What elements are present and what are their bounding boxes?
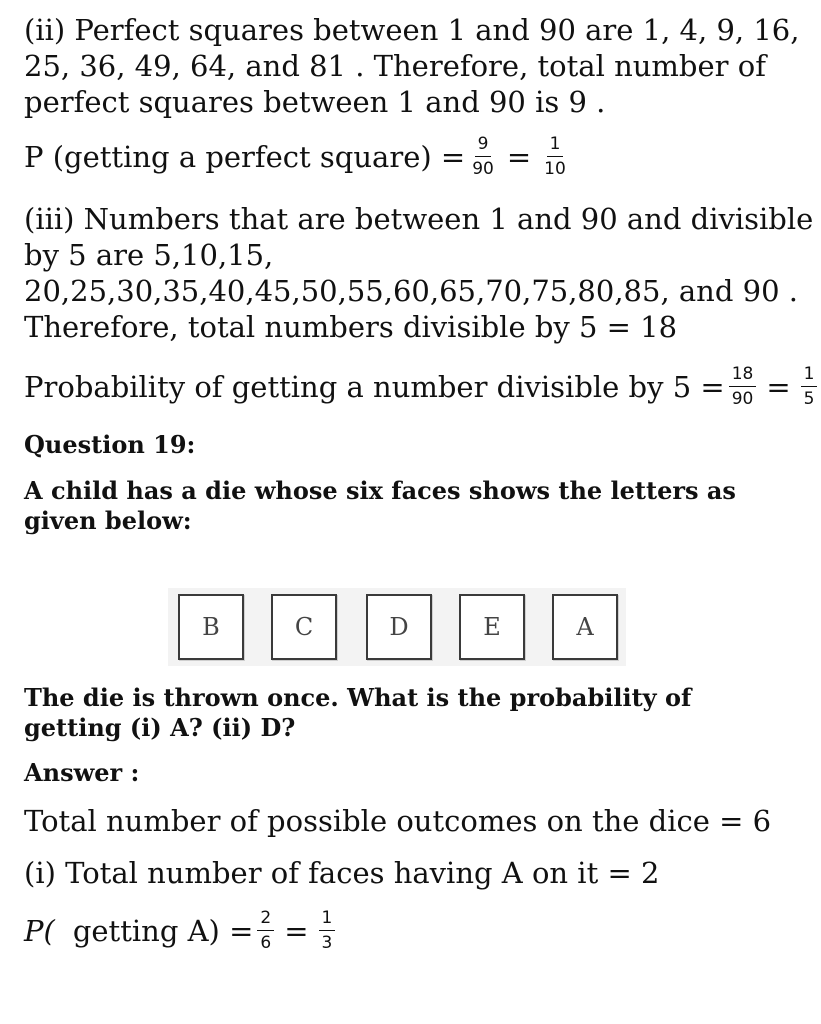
fraction-numerator: 1: [801, 364, 818, 387]
part3-line3: 20,25,30,35,40,45,50,55,60,65,70,75,80,85, and 90 .: [24, 274, 798, 308]
answer-fraction-1: [257, 908, 274, 953]
question-ask-line2: getting (i) A? (ii) D?: [24, 713, 296, 742]
part3-fraction-1: [729, 364, 757, 409]
equals-sign: =: [284, 913, 309, 948]
question-heading: Question 19:: [24, 430, 196, 459]
part2-fraction-1: [469, 134, 497, 179]
fraction-denominator: 6: [260, 933, 272, 953]
part3-line4: Therefore, total numbers divisible by 5 = 18: [24, 310, 678, 344]
part2-fraction-2: [541, 134, 569, 179]
fraction-denominator: 5: [803, 389, 815, 409]
die-face-e: E: [459, 594, 525, 660]
question-text-line1: A child has a die whose six faces shows the letters as: [24, 476, 736, 505]
question-ask-line1: The die is thrown once. What is the probability of: [24, 683, 692, 712]
equals-sign: =: [766, 369, 791, 404]
answer-line1: Total number of possible outcomes on the dice = 6: [24, 804, 772, 838]
fraction-numerator: 1: [547, 134, 564, 157]
part3-probability: [24, 364, 821, 409]
part3-fraction-2: [801, 364, 818, 409]
part2-prob-label: P (getting a perfect square) =: [24, 139, 466, 174]
fraction-denominator: 90: [731, 389, 754, 409]
die-face-c: C: [271, 594, 337, 660]
die-faces-figure: [168, 588, 626, 666]
die-face-b: B: [178, 594, 244, 660]
fraction-numerator: 1: [319, 908, 336, 931]
answer-probability: [24, 908, 339, 953]
answer-fraction-2: [319, 908, 336, 953]
part3-line1: (iii) Numbers that are between 1 and 90 and divisible: [24, 202, 814, 236]
fraction-numerator: 2: [257, 908, 274, 931]
part3-prob-label: Probability of getting a number divisible by 5 =: [24, 369, 725, 404]
part3-line2: by 5 are 5,10,15,: [24, 238, 274, 272]
fraction-denominator: 90: [472, 159, 494, 179]
fraction-denominator: 10: [544, 159, 566, 179]
equals-sign: =: [506, 139, 532, 174]
answer-line2: (i) Total number of faces having A on it = 2: [24, 856, 660, 890]
answer-heading: Answer :: [24, 758, 140, 787]
part2-probability: [24, 134, 573, 179]
question-text-line2: given below:: [24, 506, 192, 535]
die-face-a: A: [552, 594, 618, 660]
fraction-denominator: 3: [321, 933, 333, 953]
fraction-numerator: 9: [475, 134, 492, 157]
part2-line1: (ii) Perfect squares between 1 and 90 are 1, 4, 9, 16,: [24, 13, 800, 47]
part2-line2: 25, 36, 49, 64, and 81 . Therefore, total number of: [24, 49, 766, 83]
die-face-d: D: [366, 594, 432, 660]
answer-prob-label: getting A) =: [72, 913, 254, 948]
probability-symbol: P(: [24, 913, 55, 948]
fraction-numerator: 18: [729, 364, 757, 387]
part2-line3: perfect squares between 1 and 90 is 9 .: [24, 85, 606, 119]
